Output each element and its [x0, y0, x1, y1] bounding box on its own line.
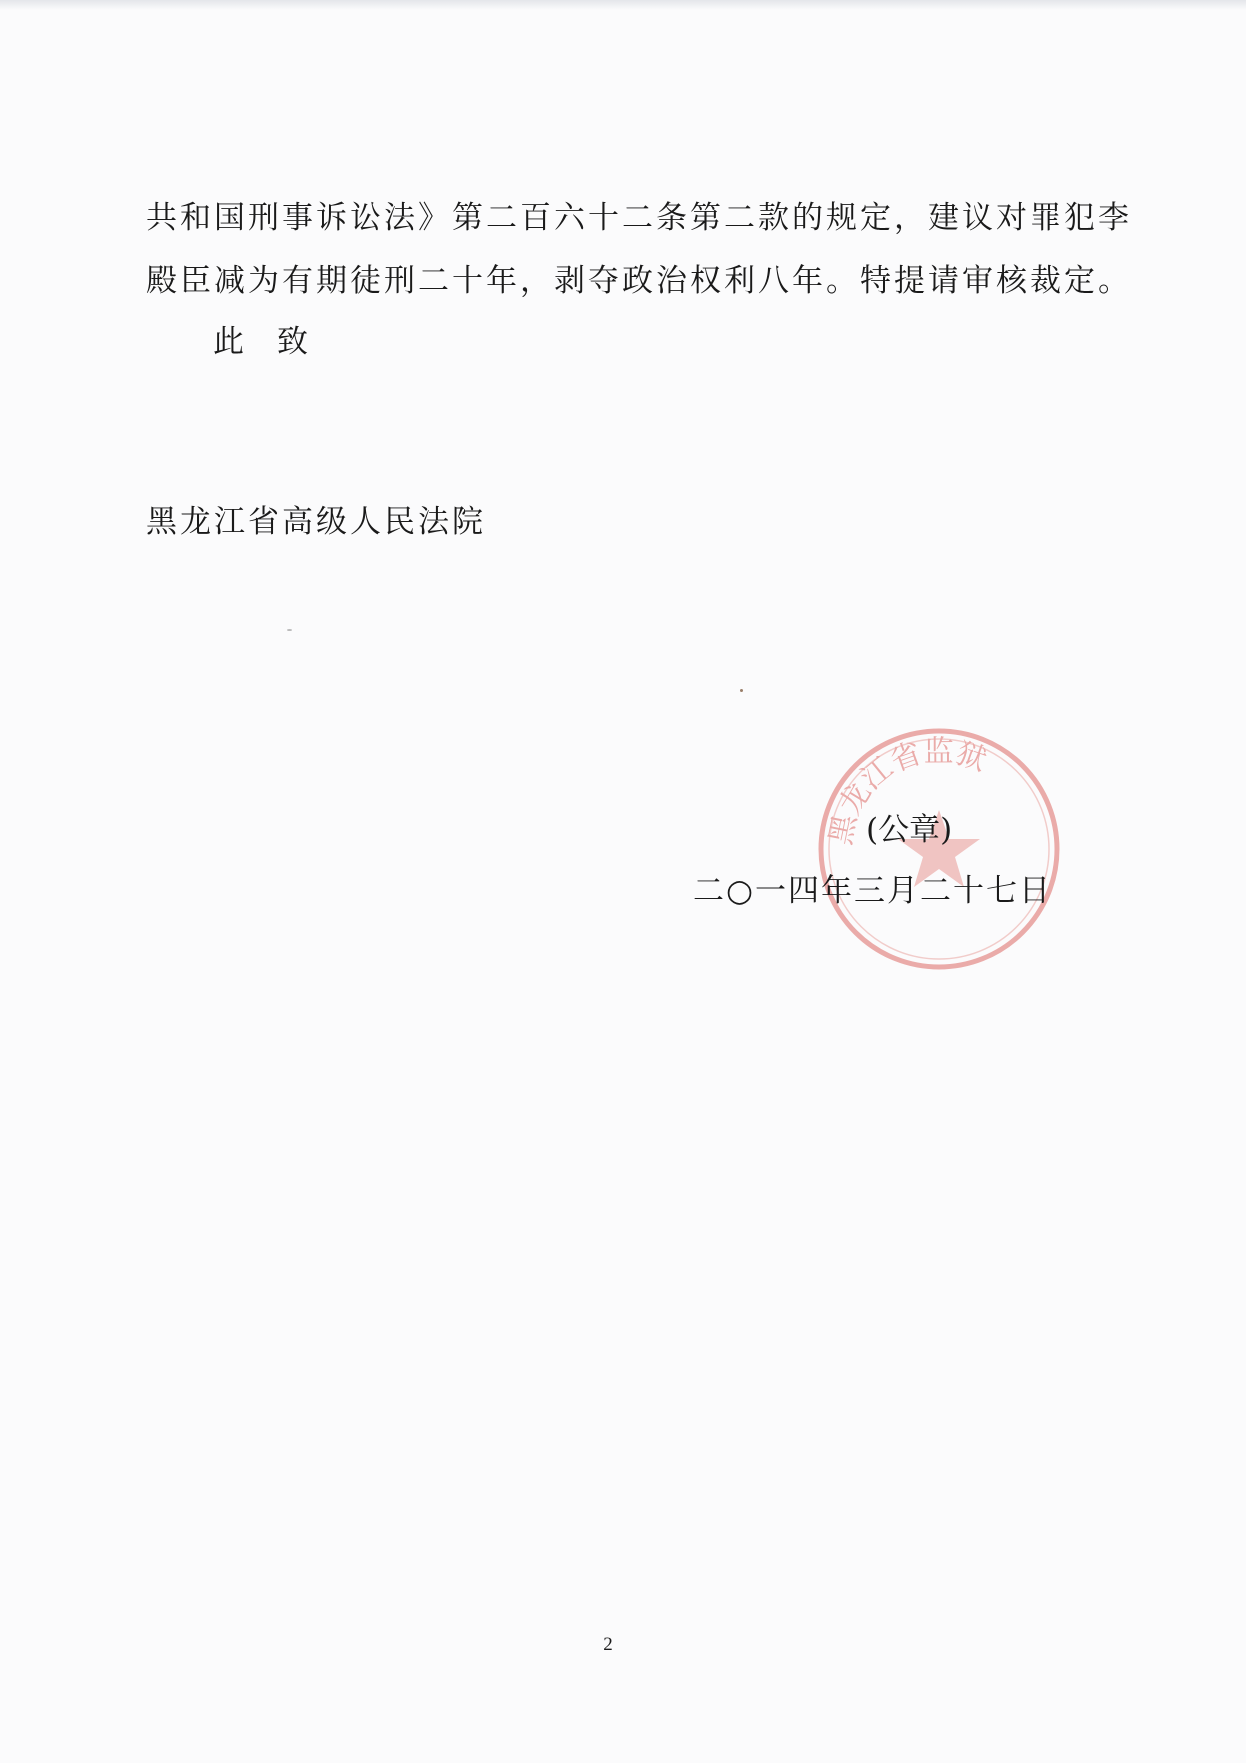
salutation — [213, 322, 311, 362]
scan-edge — [0, 0, 1246, 10]
seal-label: (公章) — [866, 812, 953, 848]
salutation-word-2: 致 — [277, 324, 311, 360]
seal-text: 黑龙江省监狱 — [823, 734, 992, 848]
page-number: 2 — [603, 1634, 613, 1655]
scan-speck — [740, 689, 743, 692]
scan-speck — [287, 629, 292, 631]
body-text-line-2: 殿臣减为有期徒刑二十年，剥夺政治权利八年。特提请审核裁定。 — [146, 263, 1132, 299]
recipient: 黑龙江省高级人民法院 — [146, 504, 486, 540]
body-text-line-1: 共和国刑事诉讼法》第二百六十二条第二款的规定，建议对罪犯李 — [146, 200, 1132, 236]
document-date: 二○一四年三月二十七日 — [693, 873, 1053, 909]
salutation-word-1: 此 — [213, 324, 247, 360]
